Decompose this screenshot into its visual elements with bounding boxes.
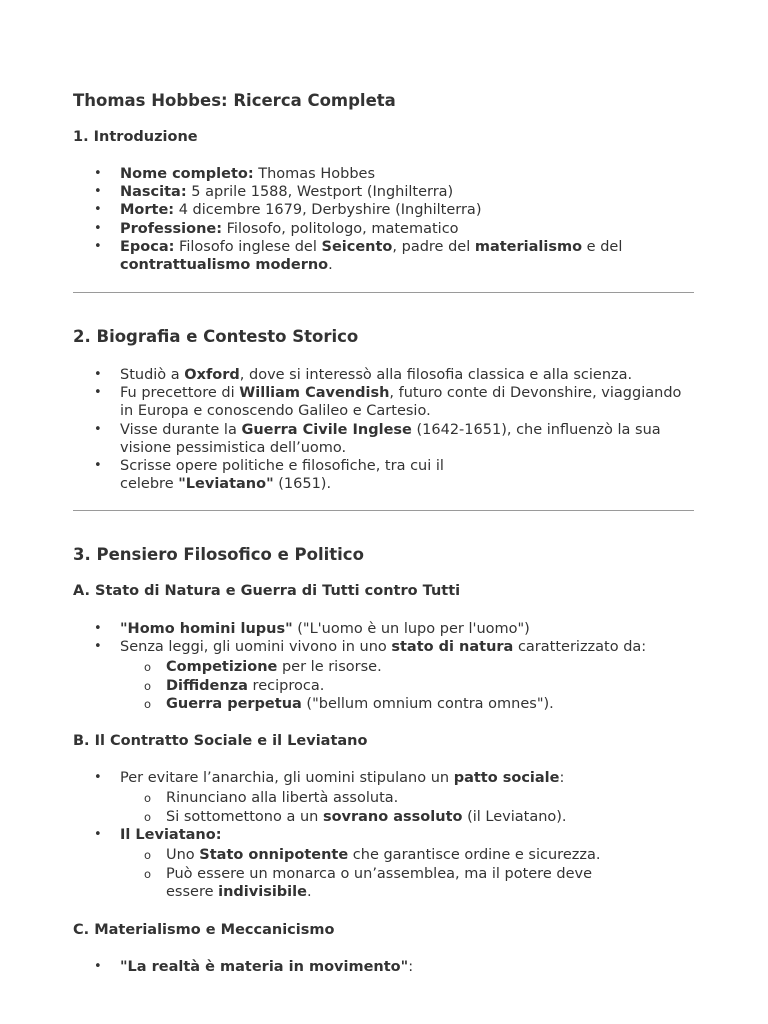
section-divider (73, 292, 694, 293)
subsection-heading-stato-di-natura: A. Stato di Natura e Guerra di Tutti contro Tutti (73, 583, 461, 599)
section-heading-introduzione: 1. Introduzione (73, 129, 198, 145)
list-item: • Scrisse opere politiche e filosofiche, tra cui il celebre "Leviatano" (1651). (73, 457, 470, 493)
materialismo-list (73, 958, 693, 976)
list-item: • "Homo homini lupus" ("L'uomo è un lupo per l'uomo") (73, 620, 693, 638)
sub-list-item: o Può essere un monarca o un’assemblea, ma il potere deve essere indivisibile. (120, 865, 636, 902)
list-item: • "La realtà è materia in movimento": (73, 958, 693, 976)
list-item: • Epoca: Filosofo inglese del Seicento, padre del materialismo e del contrattualismo moderno. (73, 238, 693, 274)
sub-list-item: o Competizione per le risorse. (120, 658, 693, 677)
stato-natura-list (73, 620, 693, 714)
sub-list-item: o Rinunciano alla libertà assoluta. (120, 789, 693, 808)
document-title: Thomas Hobbes: Ricerca Completa (73, 91, 396, 110)
list-item: • Professione: Filosofo, politologo, matematico (73, 220, 693, 238)
sub-list-item: o Si sottomettono a un sovrano assoluto (il Leviatano). (120, 808, 693, 827)
intro-list (73, 165, 693, 274)
list-item: • Morte: 4 dicembre 1679, Derbyshire (Inghilterra) (73, 201, 693, 219)
list-item: • Senza leggi, gli uomini vivono in uno stato di natura caratterizzato da: o Competizione per le risorse. o Diffidenza reciproca. o Guerra perpetua ("bellum omnium contra omnes"). (73, 638, 693, 714)
leviatano-sublist (120, 846, 693, 902)
sub-list-item: o Diffidenza reciproca. (120, 677, 693, 696)
list-item: • Il Leviatano: o Uno Stato onnipotente che garantisce ordine e sicurezza. o Può essere un monarca o un’assemblea, ma il potere deve essere indivisibile. (73, 826, 693, 902)
section-heading-pensiero: 3. Pensiero Filosofico e Politico (73, 545, 364, 564)
subsection-heading-materialismo: C. Materialismo e Meccanicismo (73, 922, 335, 938)
list-item: • Nome completo: Thomas Hobbes (73, 165, 693, 183)
list-item: • Per evitare l’anarchia, gli uomini stipulano un patto sociale: o Rinunciano alla libertà assoluta. o Si sottomettono a un sovrano assoluto (il Leviatano). (73, 769, 693, 826)
sub-list-item: o Uno Stato onnipotente che garantisce ordine e sicurezza. (120, 846, 693, 865)
list-item: • Nascita: 5 aprile 1588, Westport (Inghilterra) (73, 183, 693, 201)
stato-natura-sublist (120, 658, 693, 714)
section-heading-biografia: 2. Biografia e Contesto Storico (73, 327, 359, 346)
list-item: • Studiò a Oxford, dove si interessò alla filosofia classica e alla scienza. (73, 366, 693, 384)
contratto-sublist (120, 789, 693, 826)
section-divider (73, 510, 694, 511)
list-item: • Fu precettore di William Cavendish, futuro conte di Devonshire, viaggiando in Europa e conoscendo Galileo e Cartesio. (73, 384, 693, 420)
contratto-list (73, 769, 693, 902)
sub-list-item: o Guerra perpetua ("bellum omnium contra omnes"). (120, 695, 693, 714)
bio-list (73, 366, 693, 493)
list-item: • Visse durante la Guerra Civile Inglese (1642-1651), che influenzò la sua visione pessimistica dell’uomo. (73, 421, 693, 457)
subsection-heading-contratto-sociale: B. Il Contratto Sociale e il Leviatano (73, 733, 368, 749)
